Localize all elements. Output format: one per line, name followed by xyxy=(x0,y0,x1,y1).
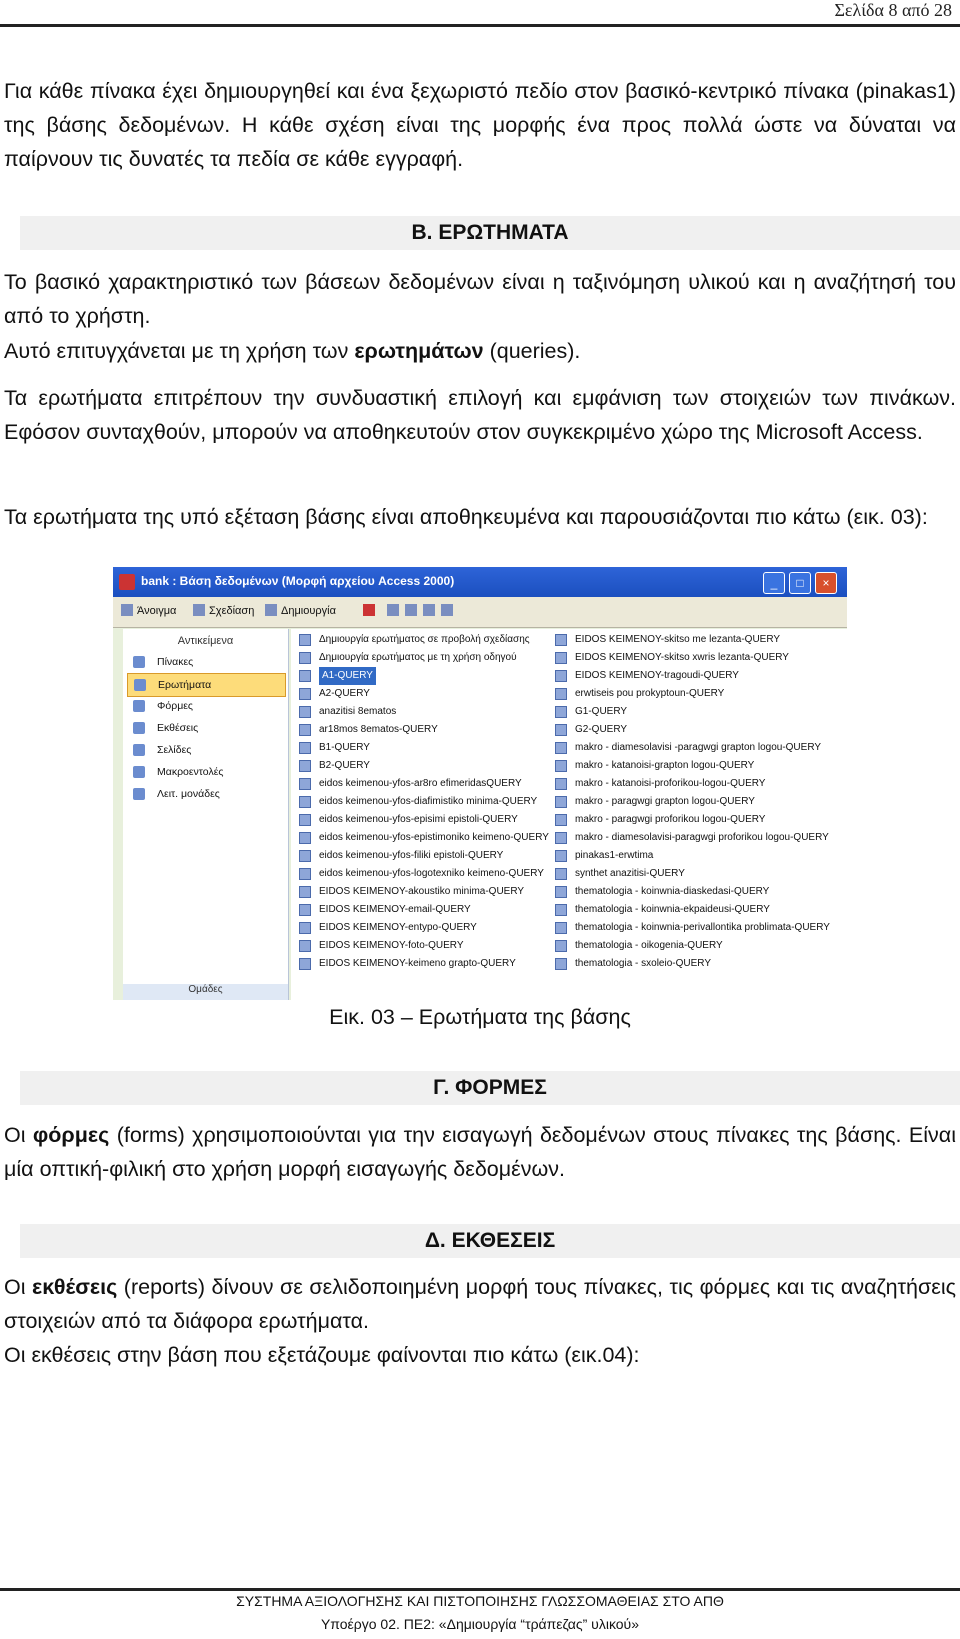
paragraph-queries-1: Το βασικό χαρακτηριστικό των βάσεων δεδομένων είναι η ταξινόμηση υλικού και η αναζήτησή του από το χρήστη. xyxy=(4,270,956,328)
toolbar-new[interactable]: Δημιουργία xyxy=(281,605,336,617)
report-icon xyxy=(133,722,145,734)
query-icon xyxy=(299,904,311,916)
access-screenshot xyxy=(113,567,847,1000)
query-icon xyxy=(299,922,311,934)
paragraph-intro: Για κάθε πίνακα έχει δημιουργηθεί και ένα ξεχωριστό πεδίο στον βασικό-κεντρικό πίνακα (pinakas1) της βάσης δεδομένων. Η κάθε σχέση είναι της μορφής ένα προς πολλά ώστε να δύναται να παίρνουν τις δυνατές τα πεδία σε κάθε εγγραφή. xyxy=(4,79,956,171)
query-icon xyxy=(299,796,311,808)
list-item-label: eidos keimenou-yfos-ar8ro efimeridasQUERY xyxy=(319,778,522,789)
list-item-label: EIDOS KEIMENOY-keimeno grapto-QUERY xyxy=(319,958,516,969)
query-icon xyxy=(299,760,311,772)
list-item-label: EIDOS KEIMENOY-tragoudi-QUERY xyxy=(575,670,739,681)
query-icon xyxy=(555,886,567,898)
query-icon xyxy=(555,742,567,754)
section-bar-b xyxy=(20,216,960,250)
list-item-label: synthet anazitisi-QUERY xyxy=(575,868,685,879)
query-icon xyxy=(555,832,567,844)
list-item-label: EIDOS KEIMENOY-foto-QUERY xyxy=(319,940,464,951)
query-icon xyxy=(555,688,567,700)
query-list xyxy=(291,629,847,1000)
query-icon xyxy=(555,922,567,934)
object-queries[interactable] xyxy=(127,673,286,697)
section-title-forms: Γ. ΦΟΡΜΕΣ xyxy=(433,1076,547,1099)
list-item-label: eidos keimenou-yfos-logotexniko keimeno-QUERY xyxy=(319,868,544,879)
list-item-label: EIDOS KEIMENOY-akoustiko minima-QUERY xyxy=(319,886,525,897)
object-forms[interactable] xyxy=(127,695,284,717)
new-icon[interactable] xyxy=(265,604,277,616)
query-icon xyxy=(555,904,567,916)
list-item-label: EIDOS KEIMENOY-entypo-QUERY xyxy=(319,922,477,933)
query-icon xyxy=(555,724,567,736)
list-item-label: pinakas1-erwtima xyxy=(575,850,654,861)
object-macros[interactable] xyxy=(127,761,284,783)
list-item-label: eidos keimenou-yfos-episimi epistoli-QUERY xyxy=(319,814,518,825)
text-run: Οι xyxy=(4,1275,33,1299)
maximize-icon[interactable]: □ xyxy=(789,572,811,594)
query-icon xyxy=(555,706,567,718)
bold-term-reports: εκθέσεις xyxy=(32,1275,118,1299)
form-icon xyxy=(133,700,145,712)
object-modules[interactable] xyxy=(127,783,284,805)
query-icon xyxy=(299,742,311,754)
view-icon[interactable] xyxy=(405,604,417,616)
page-number: Σελίδα 8 από 28 xyxy=(834,0,952,20)
object-label: Ερωτήματα xyxy=(158,679,212,691)
query-icon xyxy=(299,670,311,682)
query-icon xyxy=(555,850,567,862)
bold-term-forms: φόρμες xyxy=(32,1123,110,1147)
list-item-label: thematologia - koinwnia-diaskedasi-QUERY xyxy=(575,886,770,897)
query-icon xyxy=(555,796,567,808)
text-run: (reports) δίνουν σε σελιδοποιημένη μορφή τους πίνακες, τις φόρμες και τις αναζητήσεις στοιχειών από τα διάφορα ερωτήματα. xyxy=(4,1275,956,1333)
query-icon xyxy=(555,958,567,970)
toolbar-open[interactable]: Άνοιγμα xyxy=(137,605,177,617)
open-icon[interactable] xyxy=(121,604,133,616)
view-icon[interactable] xyxy=(387,604,399,616)
list-item-label: makro - diamesolavisi -paragwgi grapton logou-QUERY xyxy=(575,742,822,753)
section-bar-g xyxy=(20,1071,960,1105)
query-icon xyxy=(555,670,567,682)
query-icon xyxy=(299,706,311,718)
query-icon xyxy=(299,778,311,790)
query-icon xyxy=(299,814,311,826)
list-item-label: thematologia - sxoleio-QUERY xyxy=(575,958,711,969)
object-pages[interactable] xyxy=(127,739,284,761)
list-item-label: makro - katanoisi-proforikou-logou-QUERY xyxy=(575,778,766,789)
list-item-label: anazitisi 8ematos xyxy=(319,706,397,717)
objects-pane xyxy=(123,629,289,1000)
window-title: bank : Βάση δεδομένων (Μορφή αρχείου Access 2000) xyxy=(141,574,455,588)
list-item-label: EIDOS KEIMENOY-email-QUERY xyxy=(319,904,471,915)
list-item-label: makro - paragwgi proforikou logou-QUERY xyxy=(575,814,766,825)
list-item-label: ar18mos 8ematos-QUERY xyxy=(319,724,438,735)
close-icon[interactable]: × xyxy=(815,572,837,594)
query-icon xyxy=(555,652,567,664)
page-icon xyxy=(133,744,145,756)
table-icon xyxy=(133,656,145,668)
query-icon xyxy=(299,724,311,736)
paragraph-forms xyxy=(4,1118,956,1186)
text-run: (forms) χρησιμοποιούνται για την εισαγωγή δεδομένων στους πίνακες της βάσης. Είναι μία οπτική-φιλική στο χρήση μορφή εισαγωγής δεδομένων. xyxy=(4,1123,956,1181)
paragraph-reports-1 xyxy=(4,1270,956,1338)
query-icon xyxy=(555,868,567,880)
list-item-label: G1-QUERY xyxy=(575,706,628,717)
view-icon[interactable] xyxy=(423,604,435,616)
list-item-label: EIDOS KEIMENOY-skitso me lezanta-QUERY xyxy=(575,634,781,645)
object-label: Λειτ. μονάδες xyxy=(157,788,220,800)
figure-caption: Εικ. 03 – Ερωτήματα της βάσης xyxy=(329,1005,631,1029)
object-label: Μακροεντολές xyxy=(157,766,224,778)
object-label: Φόρμες xyxy=(157,700,193,712)
section-bar-d xyxy=(20,1224,960,1258)
paragraph-queries-4: Τα ερωτήματα της υπό εξέταση βάσης είναι αποθηκευμένα και παρουσιάζονται πιο κάτω (εικ. 03): xyxy=(4,505,928,529)
toolbar-design[interactable]: Σχεδίαση xyxy=(209,605,255,617)
list-item-label: thematologia - oikogenia-QUERY xyxy=(575,940,723,951)
query-icon xyxy=(299,940,311,952)
query-icon xyxy=(299,652,311,664)
text-run: Οι xyxy=(4,1123,33,1147)
query-icon xyxy=(299,868,311,880)
query-icon xyxy=(555,940,567,952)
list-item-label: G2-QUERY xyxy=(575,724,628,735)
list-item-label: Δημιουργία ερωτήματος σε προβολή σχεδίασης xyxy=(319,634,530,645)
list-item-label: B1-QUERY xyxy=(319,742,370,753)
query-icon xyxy=(299,634,311,646)
footer-subtitle: Υποέργο 02. ΠΕ2: «Δημιουργία “τράπεζας” υλικού» xyxy=(320,1616,640,1632)
minimize-icon[interactable]: _ xyxy=(763,572,785,594)
section-title-reports: Δ. ΕΚΘΕΣΕΙΣ xyxy=(424,1229,556,1252)
footer-rule xyxy=(0,1588,960,1591)
design-icon[interactable] xyxy=(193,604,205,616)
query-icon xyxy=(299,850,311,862)
window-toolbar xyxy=(113,597,847,628)
query-icon xyxy=(134,679,146,691)
query-icon xyxy=(555,814,567,826)
object-tables[interactable] xyxy=(127,651,284,673)
window-titlebar xyxy=(113,567,847,597)
footer-title: ΣΥΣΤΗΜΑ ΑΞΙΟΛΟΓΗΣΗΣ ΚΑΙ ΠΙΣΤΟΠΟΙΗΣΗΣ ΓΛΩΣΣΟΜΑΘΕΙΑΣ ΣΤΟ ΑΠΘ xyxy=(236,1593,724,1609)
objects-header: Αντικείμενα xyxy=(177,635,234,647)
delete-icon[interactable] xyxy=(363,604,375,616)
module-icon xyxy=(133,788,145,800)
query-icon xyxy=(555,634,567,646)
list-item-label: eidos keimenou-yfos-epistimoniko keimeno-QUERY xyxy=(319,832,549,843)
list-item-label: makro - paragwgi grapton logou-QUERY xyxy=(575,796,755,807)
list-item-label: eidos keimenou-yfos-filiki epistoli-QUERY xyxy=(319,850,504,861)
object-reports[interactable] xyxy=(127,717,284,739)
list-item-label: thematologia - koinwnia-perivallontika problimata-QUERY xyxy=(575,922,830,933)
paragraph-reports-2: Οι εκθέσεις στην βάση που εξετάζουμε φαίνονται πιο κάτω (εικ.04): xyxy=(4,1343,640,1367)
query-icon xyxy=(299,832,311,844)
object-label: Εκθέσεις xyxy=(157,722,199,734)
text-run: (queries). xyxy=(483,339,581,363)
view-icon[interactable] xyxy=(441,604,453,616)
query-icon xyxy=(555,778,567,790)
query-icon xyxy=(299,688,311,700)
macro-icon xyxy=(133,766,145,778)
query-icon xyxy=(555,760,567,772)
list-item-label: eidos keimenou-yfos-diafimistiko minima-QUERY xyxy=(319,796,538,807)
list-item-label: B2-QUERY xyxy=(319,760,370,771)
bold-term-queries: ερωτημάτων xyxy=(354,339,484,363)
list-item-label: Δημιουργία ερωτήματος με τη χρήση οδηγού xyxy=(319,652,517,663)
list-item-label: erwtiseis pou prokyptoun-QUERY xyxy=(575,688,725,699)
query-icon xyxy=(299,958,311,970)
list-item-label: makro - katanoisi-grapton logou-QUERY xyxy=(575,760,755,771)
text-run: Αυτό επιτυγχάνεται με τη χρήση των xyxy=(4,339,355,363)
query-icon xyxy=(299,886,311,898)
list-item-label: A2-QUERY xyxy=(319,688,370,699)
object-label: Σελίδες xyxy=(157,744,192,756)
list-item-label: EIDOS KEIMENOY-skitso xwris lezanta-QUERY xyxy=(575,652,789,663)
groups-bar[interactable]: Ομάδες xyxy=(123,984,288,1000)
page-header xyxy=(0,0,960,27)
list-item-label: thematologia - koinwnia-ekpaideusi-QUERY xyxy=(575,904,770,915)
section-title-queries: Β. ΕΡΩΤΗΜΑΤΑ xyxy=(411,221,569,244)
list-item-label: makro - diamesolavisi-paragwgi proforikou logou-QUERY xyxy=(575,832,829,843)
object-label: Πίνακες xyxy=(157,656,194,668)
access-app-icon xyxy=(119,574,135,590)
paragraph-queries-2 xyxy=(4,334,956,368)
paragraph-queries-3: Τα ερωτήματα επιτρέπουν την συνδυαστική επιλογή και εμφάνιση των στοιχειών των πινάκων. Εφόσον συνταχθούν, μπορούν να αποθηκευτούν στον συγκεκριμένο χώρο της Microsoft Access. xyxy=(4,386,956,444)
list-item-label: A1-QUERY xyxy=(319,667,376,685)
